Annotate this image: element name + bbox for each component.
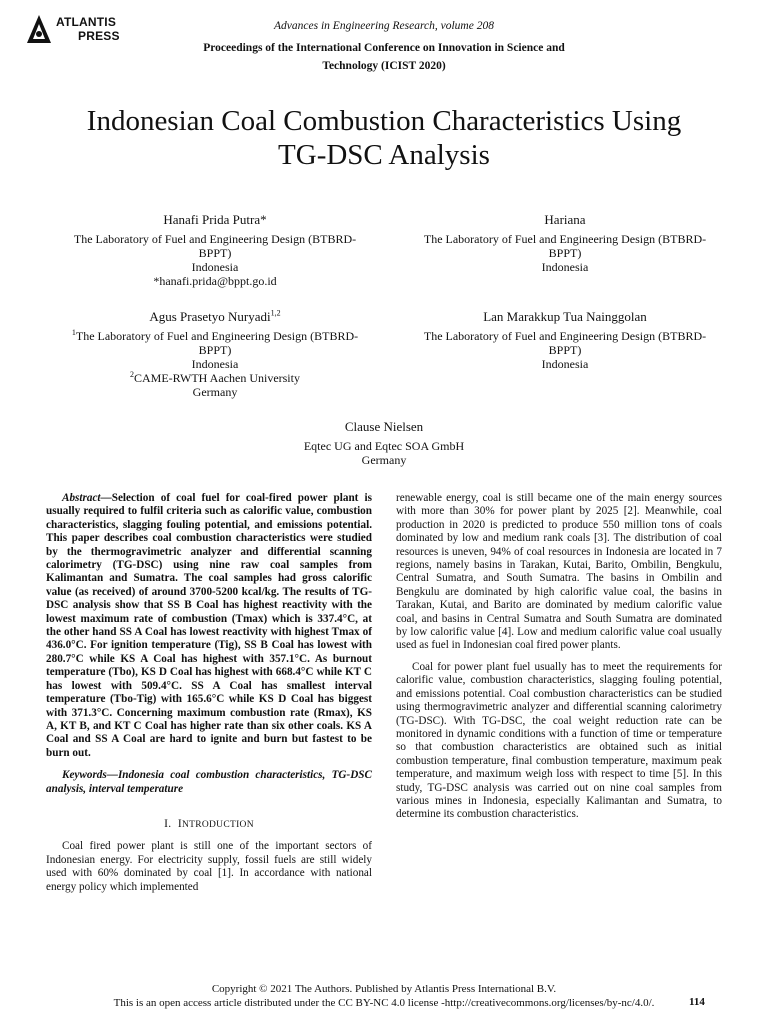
affiliation-line: The Laboratory of Fuel and Engineering Design (BTBRD- [73, 232, 357, 246]
proceedings-line [150, 39, 618, 75]
affiliation-line: Indonesia [541, 260, 589, 274]
affiliation-text: CAME-RWTH Aachen University [134, 371, 300, 385]
author-email[interactable]: *hanafi.prida@bppt.go.id [153, 274, 277, 288]
author-name: Hariana [544, 212, 586, 227]
license-line: This is an open access article distributed under the CC BY-NC 4.0 license -http://creativecommons.org/licenses/by-nc/4.0/. [113, 997, 655, 1009]
author-block-3 [50, 310, 380, 399]
title-line-1: Indonesian Coal Combustion Characteristics Using [86, 105, 682, 137]
author-name: Lan Marakkup Tua Nainggolan [483, 309, 647, 324]
section-heading [46, 818, 372, 832]
section-first-letter: I [177, 817, 182, 830]
affiliation-line: BPPT) [548, 246, 582, 260]
affiliation-line [50, 329, 380, 343]
proceedings-line-2: Technology (ICIST 2020) [322, 60, 446, 72]
abstract-text: —Selection of coal fuel for coal-fired power plant is usually required to fulfil criteria such as calorific value, combustion characteristics, slagging fouling potential, and emissions potential. This paper describes coal combustion characteristics were studied by the thermogravimetric analyzer and differential scanning calorimetry (TG-DSC) using nine raw coal samples from Kalimantan and Sumatra. The coal samples had gross calorific value (as received) of around 3700-5200 kcal/kg. The results of TG-DSC analysis show that SS B Coal has highest reactivity with the lowest maximum rate of combustion (Tmax) which is 337.4°C, at the other hand SS A Coal has lowest reactivity with highest Tmax of 436.0°C. For ignition temperature (Tig), SS B Coal has lowest with 280.7°C while KS A Coal has highest with 357.1°C. As burnout temperature (Tbo), KS D Coal has highest with 668.4°C while KT C has lowest with 509.4°C. SS A Coal has smallest interval temperature (Tbo-Tig) with 165.6°C while KS D Coal has biggest with 371.3°C. Concerning maximum combustion rate (Rmax), KS A, KT B, and KT C Coal has higher rate than six other coals. KS A Coal and SS A Coal are hard to ignite and burn but fastest to be burn out. [46, 492, 372, 759]
volume-line: Advances in Engineering Research, volume 208 [274, 20, 494, 32]
proceedings-line-1: Proceedings of the International Conference on Innovation in Science and [203, 42, 565, 54]
abstract-lead: Abstract [62, 492, 101, 504]
right-column [396, 492, 722, 822]
affiliation-line: BPPT) [548, 343, 582, 357]
author-name: Clause Nielsen [344, 419, 424, 434]
author-superscript: 1,2 [270, 308, 281, 318]
keywords-paragraph: Keywords—Indonesia coal combustion characteristics, TG-DSC analysis, interval temperature [46, 769, 372, 795]
author-name-text: Agus Prasetyo Nuryadi [149, 309, 271, 324]
author-block-4 [400, 310, 730, 371]
affiliation-line: Indonesia [191, 260, 239, 274]
affiliation-line: Germany [192, 385, 238, 399]
affiliation-line: Germany [361, 453, 407, 467]
body-paragraph-1: renewable energy, coal is still became one of the main energy sources with more than 30% for power plant by 2025 [2]. Meanwhile, coal production in 2020 is predicted to produce 550 million tons of coals dominated by low and medium rank coals [3]. The distribution of coal resources is uneven, 94% of coal resources in Indonesia are located in 7 regions, namely basins in Tarakan, Kutai, Barito, Ombilin, Bengkulu, Central Sumatra, and South Sumatra. The basins in Ombilin and Bengkulu are dominated by high calorific value coal, the basins in Tarakan, Kutai, and Barito are dominated by medium calorific value coal, and basins in Central Sumatra and South Sumatra are dominated by low calorific value [4]. Low and medium calorific value coal usually used as fuel in Indonesian coal fired power plants. [396, 492, 722, 652]
affiliation-line: Indonesia [541, 357, 589, 371]
body-paragraph-2: Coal for power plant fuel usually has to meet the requirements for calorific value, combustion characteristics, slagging fouling potential, and emissions potential. Coal combustion characteristics can be studied using thermogravimetric analyzer and differential scanning calorimetry (TG-DSC). With TG-DSC, the coal weight reduction rate can be monitored in dynamic conditions with a function of time or temperature so that combustion characteristics are obtained such as initial combustion temperature, final combustion temperature, maximum peak temperature, and maximum weigh loss with respect to time [5]. In this study, TG-DSC analysis was carried out on nine coal samples from various mines in Indonesia, especially Kalimantan and Sumatra, to determine its combustion characteristics. [396, 660, 722, 821]
author-name [50, 310, 380, 324]
logo-line1: ATLANTIS [56, 15, 117, 29]
affiliation-line: BPPT) [198, 246, 232, 260]
publisher-logo [26, 14, 126, 46]
affiliation-line: BPPT) [198, 343, 232, 357]
section-title-rest: NTRODUCTION [181, 819, 254, 830]
affiliation-line: Eqtec UG and Eqtec SOA GmbH [303, 439, 465, 453]
section-numeral: I. [164, 817, 172, 830]
left-column [46, 492, 372, 894]
affiliation-superscript: 2 [130, 370, 134, 379]
author-block-2 [400, 213, 730, 274]
affiliation-text: The Laboratory of Fuel and Engineering Design (BTBRD- [75, 329, 359, 343]
author-block-1 [50, 213, 380, 288]
copyright-line: Copyright © 2021 The Authors. Published by Atlantis Press International B.V. [211, 983, 557, 995]
paper-title [40, 104, 728, 172]
affiliation-superscript: 1 [71, 328, 76, 337]
atlantis-logo-icon [26, 14, 52, 44]
title-line-2: TG-DSC Analysis [278, 139, 490, 171]
page-number: 114 [689, 996, 705, 1008]
intro-paragraph-1: Coal fired power plant is still one of the important sectors of Indonesian energy. For electricity supply, fossil fuels are still widely used with 60% dominated by coal [1]. In accordance with national energy policy which implemented [46, 840, 372, 893]
abstract-paragraph [46, 492, 372, 760]
affiliation-line [50, 371, 380, 385]
author-name: Hanafi Prida Putra* [163, 212, 267, 227]
affiliation-line: Indonesia [191, 357, 239, 371]
affiliation-line: The Laboratory of Fuel and Engineering Design (BTBRD- [423, 329, 707, 343]
author-block-5 [219, 420, 549, 467]
logo-line2: PRESS [78, 29, 120, 43]
affiliation-line: The Laboratory of Fuel and Engineering Design (BTBRD- [423, 232, 707, 246]
